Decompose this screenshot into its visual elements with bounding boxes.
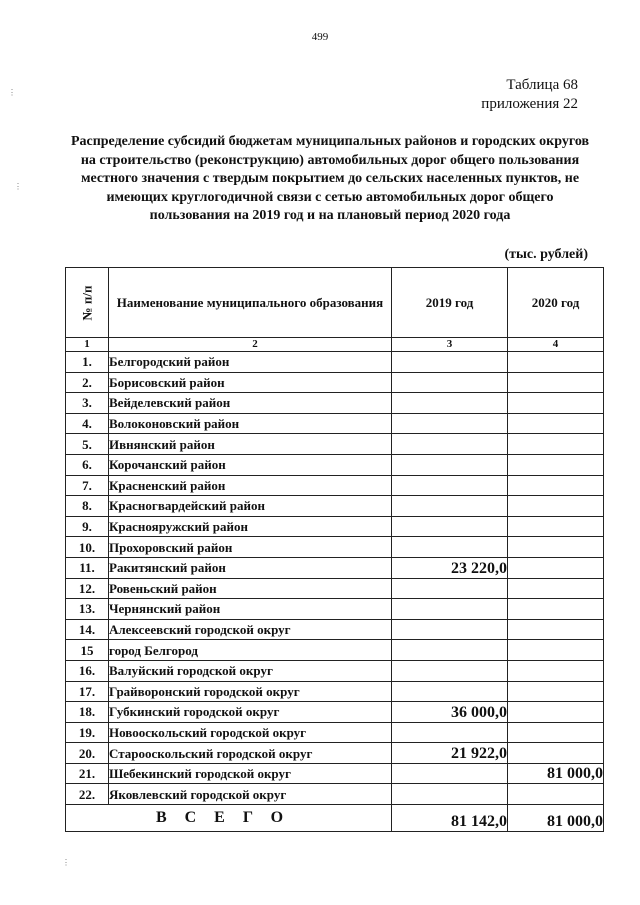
row-value-2019: 36 000,0 bbox=[392, 702, 508, 723]
row-municipality: город Белгород bbox=[109, 640, 392, 661]
row-number: 5. bbox=[66, 434, 109, 455]
table-row bbox=[66, 537, 604, 558]
table-row bbox=[66, 660, 604, 681]
row-number: 13. bbox=[66, 599, 109, 620]
row-value-2020 bbox=[508, 537, 604, 558]
row-value-2019 bbox=[392, 496, 508, 517]
row-value-2020 bbox=[508, 516, 604, 537]
subsidy-table bbox=[65, 267, 604, 832]
table-row bbox=[66, 434, 604, 455]
row-municipality: Ровеньский район bbox=[109, 578, 392, 599]
row-municipality: Белгородский район bbox=[109, 352, 392, 373]
row-value-2020 bbox=[508, 702, 604, 723]
row-value-2020 bbox=[508, 413, 604, 434]
table-row bbox=[66, 784, 604, 805]
row-number: 17. bbox=[66, 681, 109, 702]
row-municipality: Прохоровский район bbox=[109, 537, 392, 558]
row-value-2019 bbox=[392, 475, 508, 496]
row-municipality: Грайворонский городской округ bbox=[109, 681, 392, 702]
row-value-2019 bbox=[392, 413, 508, 434]
row-municipality: Краснояружский район bbox=[109, 516, 392, 537]
table-row bbox=[66, 599, 604, 620]
row-municipality: Волоконовский район bbox=[109, 413, 392, 434]
table-row bbox=[66, 372, 604, 393]
row-number: 11. bbox=[66, 557, 109, 578]
row-municipality: Старооскольский городской округ bbox=[109, 743, 392, 764]
table-reference bbox=[481, 76, 578, 114]
row-value-2020 bbox=[508, 352, 604, 373]
table-row bbox=[66, 352, 604, 373]
table-row bbox=[66, 496, 604, 517]
row-value-2019 bbox=[392, 393, 508, 414]
row-number: 12. bbox=[66, 578, 109, 599]
table-row bbox=[66, 763, 604, 784]
table-body bbox=[66, 352, 604, 805]
total-2019: 81 142,0 bbox=[392, 805, 508, 832]
row-municipality: Алексеевский городской округ bbox=[109, 619, 392, 640]
row-value-2019 bbox=[392, 619, 508, 640]
row-municipality: Борисовский район bbox=[109, 372, 392, 393]
total-row bbox=[66, 805, 604, 832]
column-index-1: 1 bbox=[66, 338, 109, 352]
row-value-2020 bbox=[508, 599, 604, 620]
row-number: 6. bbox=[66, 454, 109, 475]
column-index-3: 3 bbox=[392, 338, 508, 352]
row-number: 21. bbox=[66, 763, 109, 784]
appendix-reference: приложения 22 bbox=[481, 96, 578, 112]
header-number-text: № п/п bbox=[79, 285, 94, 320]
row-value-2020 bbox=[508, 454, 604, 475]
table-row bbox=[66, 413, 604, 434]
row-value-2019 bbox=[392, 660, 508, 681]
row-municipality: Яковлевский городской округ bbox=[109, 784, 392, 805]
row-number: 10. bbox=[66, 537, 109, 558]
row-value-2020 bbox=[508, 722, 604, 743]
row-value-2019: 21 922,0 bbox=[392, 743, 508, 764]
row-municipality: Корочанский район bbox=[109, 454, 392, 475]
table-row bbox=[66, 702, 604, 723]
header-2019: 2019 год bbox=[392, 268, 508, 338]
column-index-row bbox=[66, 338, 604, 352]
row-number: 9. bbox=[66, 516, 109, 537]
row-value-2020: 81 000,0 bbox=[508, 763, 604, 784]
header-municipality: Наименование муниципального образования bbox=[109, 268, 392, 338]
table-row bbox=[66, 681, 604, 702]
row-value-2020 bbox=[508, 784, 604, 805]
table-row bbox=[66, 578, 604, 599]
row-value-2020 bbox=[508, 640, 604, 661]
row-value-2020 bbox=[508, 434, 604, 455]
table-row bbox=[66, 619, 604, 640]
row-municipality: Красненский район bbox=[109, 475, 392, 496]
column-index-4: 4 bbox=[508, 338, 604, 352]
table-number: Таблица 68 bbox=[506, 77, 578, 93]
row-value-2020 bbox=[508, 743, 604, 764]
row-value-2020 bbox=[508, 475, 604, 496]
row-value-2019 bbox=[392, 722, 508, 743]
header-2020: 2020 год bbox=[508, 268, 604, 338]
row-number: 3. bbox=[66, 393, 109, 414]
table-row bbox=[66, 475, 604, 496]
row-value-2019 bbox=[392, 578, 508, 599]
table-row bbox=[66, 393, 604, 414]
row-number: 2. bbox=[66, 372, 109, 393]
row-number: 15 bbox=[66, 640, 109, 661]
scan-margin-mark: ⋮ bbox=[8, 88, 16, 97]
row-number: 4. bbox=[66, 413, 109, 434]
row-municipality: Шебекинский городской округ bbox=[109, 763, 392, 784]
row-value-2019 bbox=[392, 434, 508, 455]
row-number: 8. bbox=[66, 496, 109, 517]
row-value-2019 bbox=[392, 784, 508, 805]
total-label: ВСЕГО bbox=[66, 805, 392, 832]
row-value-2019 bbox=[392, 640, 508, 661]
row-value-2019 bbox=[392, 681, 508, 702]
document-title: Распределение субсидий бюджетам муниципальных районов и городских округов на строительство (реконструкцию) автомобильных дорог общего пользования местного значения с твердым покрытием до сельских населенных пунктов, не имеющих круглогодичной связи с сетью автомобильных дорог общего пользования на 2019 год и на плановый период 2020 года bbox=[70, 134, 590, 223]
total-2020: 81 000,0 bbox=[508, 805, 604, 832]
row-value-2020 bbox=[508, 372, 604, 393]
row-value-2020 bbox=[508, 393, 604, 414]
row-value-2019 bbox=[392, 352, 508, 373]
row-value-2019 bbox=[392, 454, 508, 475]
row-value-2020 bbox=[508, 496, 604, 517]
row-value-2019 bbox=[392, 599, 508, 620]
table-row bbox=[66, 454, 604, 475]
row-value-2020 bbox=[508, 681, 604, 702]
units-label: (тыс. рублей) bbox=[504, 247, 588, 262]
row-municipality: Новооскольский городской округ bbox=[109, 722, 392, 743]
header-number bbox=[66, 268, 109, 338]
row-number: 22. bbox=[66, 784, 109, 805]
row-number: 16. bbox=[66, 660, 109, 681]
row-value-2019 bbox=[392, 516, 508, 537]
row-municipality: Ракитянский район bbox=[109, 557, 392, 578]
row-municipality: Красногвардейский район bbox=[109, 496, 392, 517]
row-municipality: Губкинский городской округ bbox=[109, 702, 392, 723]
row-value-2020 bbox=[508, 557, 604, 578]
scan-margin-mark: ⋮ bbox=[14, 182, 22, 191]
row-municipality: Вейделевский район bbox=[109, 393, 392, 414]
page-number: 499 bbox=[311, 31, 329, 43]
row-value-2020 bbox=[508, 660, 604, 681]
row-municipality: Ивнянский район bbox=[109, 434, 392, 455]
table-row bbox=[66, 516, 604, 537]
table-row bbox=[66, 557, 604, 578]
row-value-2019 bbox=[392, 537, 508, 558]
row-number: 19. bbox=[66, 722, 109, 743]
table-header-row bbox=[66, 268, 604, 338]
row-number: 20. bbox=[66, 743, 109, 764]
row-municipality: Чернянский район bbox=[109, 599, 392, 620]
row-number: 1. bbox=[66, 352, 109, 373]
row-number: 18. bbox=[66, 702, 109, 723]
row-value-2020 bbox=[508, 619, 604, 640]
table-row bbox=[66, 743, 604, 764]
row-number: 14. bbox=[66, 619, 109, 640]
row-number: 7. bbox=[66, 475, 109, 496]
row-value-2020 bbox=[508, 578, 604, 599]
scan-margin-mark: ⋮ bbox=[62, 858, 70, 867]
row-value-2019 bbox=[392, 763, 508, 784]
row-value-2019: 23 220,0 bbox=[392, 557, 508, 578]
row-municipality: Валуйский городской округ bbox=[109, 660, 392, 681]
column-index-2: 2 bbox=[109, 338, 392, 352]
row-value-2019 bbox=[392, 372, 508, 393]
table-row bbox=[66, 640, 604, 661]
table-row bbox=[66, 722, 604, 743]
